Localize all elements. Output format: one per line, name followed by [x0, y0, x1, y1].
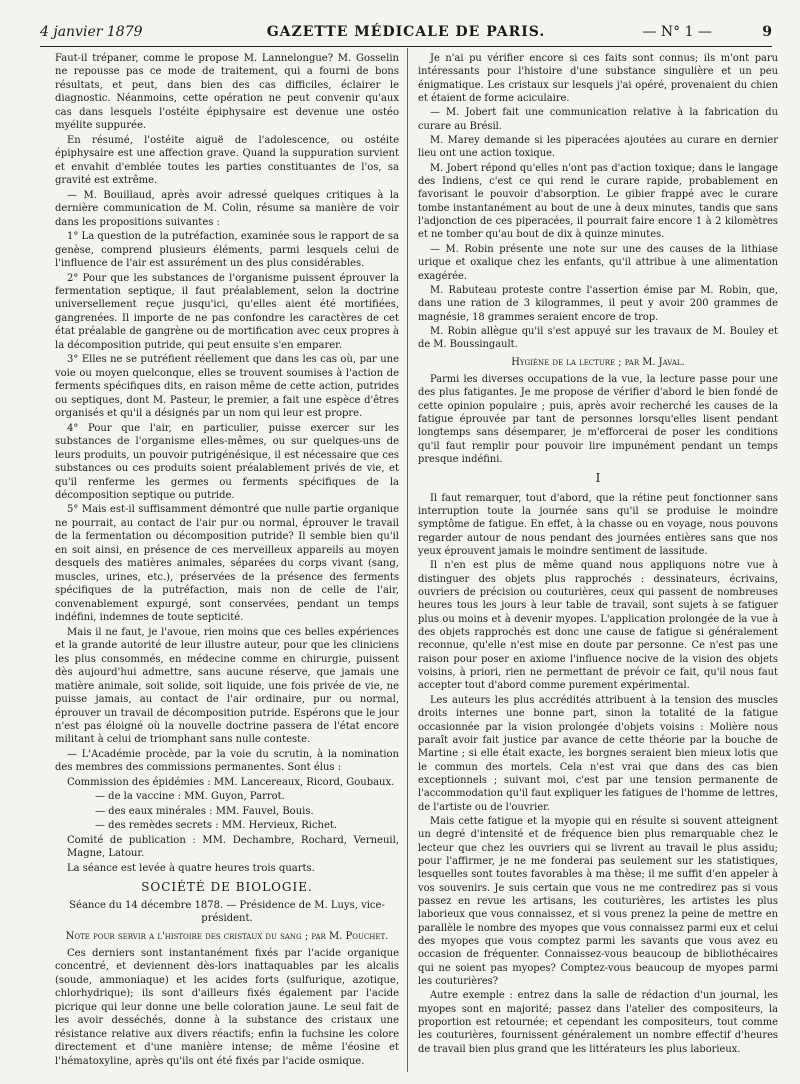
paragraph: M. Robin allègue qu'il s'est appuyé sur les travaux de M. Bouley et de M. Boussingault. — [418, 325, 778, 351]
paragraph: 4° Pour que l'air, en particulier, puisse exercer sur les substances de l'organisme elles-mêmes, ou sur quelques-uns de leurs produits, un pouvoir putrigénésique, il est nécessaire que ces substances ou ces produits soient préalablement privés de vie, et qu'il renferme les germes ou ferments spécifiques de la décomposition septique ou putride. — [55, 422, 399, 501]
section-title: SOCIÉTÉ DE BIOLOGIE. — [141, 880, 313, 895]
paragraph: — M. Robin présente une note sur une des causes de la lithiase urique et oxalique chez les enfants, qu'il attribue à une alimentation exagérée. — [418, 243, 778, 282]
section-number: I — [595, 471, 601, 486]
paragraph: Il faut remarquer, tout d'abord, que la rétine peut fonctionner sans interruption toute la journée sans qu'il se produise le moindre symptôme de fatigue. En effet, à la chasse ou en voyage, nous pouvons regarder autour de nous pendant des journées entières sans que nos yeux éprouvent jamais le moindre sentiment de lassitude. — [418, 492, 778, 558]
header-rule — [40, 46, 772, 47]
commission-line: — des eaux minérales : MM. Fauvel, Bouis. — [95, 805, 314, 817]
paragraph: 5° Mais est-il suffisamment démontré que nulle partie organique ne pourrait, au contact de l'air pur ou normal, éprouver le travail de la fermentation ou décomposition putride? Il semble bien qu'il en soit ainsi, en présence de ces merveilleux appareils au moyen desquels des matières animales, séparées du corps vivant (sang, muscles, urines, etc.), préservées de la présence des ferments spécifiques de la putréfaction, mais non de celle de l'air, convenablement expurgé, sont conservées, pendant un temps indéfini, indemnes de toute septicité. — [55, 504, 399, 624]
paragraph: Faut-il trépaner, comme le propose M. Lannelongue? M. Gosselin ne repousse pas ce mode de traitement, qui a fourni de bons résultats, et peut, dans bien des cas difficiles, éclairer le diagnostic. Néanmoins, cette opération ne peut convenir qu'aux cas dans lesquels l'ostéite épiphysaire est devenue une ostéo myélite suppurée. — [55, 53, 399, 132]
paragraph: En résumé, l'ostéite aiguë de l'adolescence, ou ostéite épiphysaire est une affection grave. Quand la suppuration survient et envahit d'emblée toutes les parties constituantes de l'os, sa gravité est extrême. — [55, 134, 399, 187]
paragraph: — M. Bouillaud, après avoir adressé quelques critiques à la dernière communication de M. Colin, résume sa manière de voir dans les propositions suivantes : — [55, 189, 399, 228]
issue-date: 4 janvier 1879 — [40, 24, 143, 40]
right-column — [418, 52, 778, 1057]
closing-line: La séance est levée à quatre heures trois quarts. — [67, 862, 315, 874]
paragraph: 1° La question de la putréfaction, examinée sous le rapport de sa genèse, comprend plusieurs éléments, parmi lesquels celui de l'influence de l'air est assurément un des plus considérables. — [55, 231, 399, 270]
article-title: Hygiène de la lecture ; par M. Javal. — [511, 356, 685, 368]
journal-title: GAZETTE MÉDICALE DE PARIS. — [266, 24, 546, 40]
page-number: 9 — [762, 24, 772, 40]
paragraph: — M. Jobert fait une communication relative à la fabrication du curare au Brésil. — [418, 107, 778, 132]
paragraph: Mais cette fatigue et la myopie qui en résulte si souvent atteignent un degré d'intensité et de fréquence bien plus remarquable chez le lecteur que chez les ouvriers qui se livrent au travail le plus assidu; pour l'affirmer, je ne me fonderai pas seulement sur les statistiques, lesquelles sont toutes favorables à ma thèse; il me suffit d'en appeler à vos souvenirs. Je suis certain que vous ne me contredirez pas si vous passez en revue les artisans, les couturières, les artistes les plus laborieux que vous connaissez, et si vous prenez la peine de mettre en parallèle le nombre des myopes que vous connaissez parmi eux et celui des myopes que vous comptez parmi les savants que vous avez eu occasion de fréquenter. Connaissez-vous beaucoup de bibliothécaires qui ne soient pas myopes? Comptez-vous beaucoup de myopes parmi les couturières? — [418, 815, 778, 988]
session-line: Séance du 14 décembre 1878. — Présidence de M. Luys, vice-président. — [69, 899, 385, 925]
paragraph: M. Rabuteau proteste contre l'assertion émise par M. Robin, que, dans une ration de 3 kilogrammes, il peut y avoir 200 grammes de magnésie, 18 grammes seraient encore de trop. — [418, 284, 778, 323]
paragraph: Je n'ai pu vérifier encore si ces faits sont connus; ils m'ont paru intéressants pour l'histoire d'une substance singulière et un peu énigmatique. Les cristaux sur lesquels j'ai opéré, provenaient du chien et étaient de forme aciculaire. — [418, 53, 778, 105]
paragraph: Ces derniers sont instantanément fixés par l'acide organique concentré, et deviennent dès-lors inattaquables par les alcalis (soude, ammoniaque) et les acides forts (sulfurique, azotique, chlorhydrique); ils sont d'ailleurs fixés également par l'acide picrique qui leur donne une belle coloration jaune. Le seul fait de les avoir desséchés, donne à la substance des cristaux une résistance relative aux divers réactifs; enfin la fuchsine les colore directement et d'une manière intense; de même l'éosine et l'hématoxyline, après qu'ils ont été fixés par l'acide osmique. — [55, 948, 399, 1067]
note-title: Note pour servir a l'histoire des cristaux du sang ; par M. Pouchet. — [65, 930, 389, 942]
paragraph: Parmi les diverses occupations de la vue, la lecture passe pour une des plus fatigantes. Je me propose de vérifier d'abord le bien fondé de cette opinion populaire ; puis, après avoir recherché les causes de la fatigue éprouvée par tant de personnes lorsqu'elles lisent pendant longtemps sans désemparer, je m'efforcerai de poser les conditions qu'il faut remplir pour pouvoir lire impunément pendant un temps presque indéfini. — [418, 373, 778, 465]
paragraph: M. Jobert répond qu'elles n'ont pas d'action toxique; dans le langage des Indiens, c'est ce qui rend le curare rapide, probablement en favorisant le pouvoir d'absorption. Le gibier frappé avec le curare tombe instantanément au bout de une à deux minutes, tandis que sans l'adjonction de ces piperacées, il pourrait faire encore 1 à 2 kilomètres et ne tomber qu'au bout de dix à quinze minutes. — [418, 162, 778, 241]
column-separator — [407, 48, 408, 1072]
issue-number: — N° 1 — — [642, 24, 712, 40]
commission-line: Comité de publication : MM. Dechambre, Rochard, Verneuil, Magne, Latour. — [67, 834, 399, 860]
paragraph: 2° Pour que les substances de l'organisme puissent éprouver la fermentation septique, il faut préalablement, selon la doctrine universellement reçue jusqu'ici, qu'elles aient été mortifiées, gangrenées. Il importe de ne pas confondre les caractères de cet état préalable de gangrène ou de mortification avec ceux propres à la décomposition putride, qui peut ensuite s'en emparer. — [55, 272, 399, 351]
commission-line: — des remèdes secrets : MM. Hervieux, Richet. — [95, 820, 338, 832]
paragraph: — L'Académie procède, par la voie du scrutin, à la nomination des membres des commissions permanentes. Sont élus : — [55, 748, 399, 774]
paragraph: Les auteurs les plus accrédités attribuent à la tension des muscles droits internes une bonne part, sinon la totalité de la fatigue occasionnée par la vision prolongée d'objets voisins : Molière nous paraît avoir fait justice par avance de cette théorie par la bouche de Martine ; si elle était exacte, les borgnes seraient bien mieux lotis que le commun des mortels. Cela n'est vrai que dans des cas bien exceptionnels ; suivant moi, c'est par une tension permanente de l'accommodation qu'il faut expliquer les fatigues de l'homme de lettres, de l'artiste ou de l'ouvrier. — [418, 694, 778, 813]
commission-line: — de la vaccine : MM. Guyon, Parrot. — [95, 791, 285, 803]
paragraph: 3° Elles ne se putréfient réellement que dans les cas où, par une voie ou moyen quelconque, elles se trouvent soumises à l'action de ferments spécifiques dits, en raison même de cette action, putrides ou septiques, dont M. Pasteur, le premier, a fait une espèce d'êtres organisés et qu'il a désignés par un nom qui leur est propre. — [55, 354, 399, 420]
page-header — [40, 24, 772, 46]
paragraph: Il n'en est plus de même quand nous appliquons notre vue à distinguer des objets plus rapprochés : dessinateurs, écrivains, ouvriers de précision ou couturières, ceux qui passent de nombreuses heures tous les jours à leur table de travail, sont sujets à se fatiguer plus ou moins et à devenir myopes. L'application prolongée de la vue à des objets rapprochés est donc une cause de fatigue si généralement reconnue, qu'elle n'est mise en doute par personne. Ce n'est pas une raison pour poser en axiome l'influence nocive de la vision des objets voisins, à priori, rien ne permettant de prévoir ce fait, qu'il nous faut accepter tout d'abord comme purement expérimental. — [418, 560, 778, 692]
commission-line: Commission des épidémies : MM. Lancereaux, Ricord, Goubaux. — [67, 776, 395, 788]
left-column — [55, 52, 399, 1069]
paragraph: Mais il ne faut, je l'avoue, rien moins que ces belles expériences et la grande autorité de leur illustre auteur, pour que les cliniciens les plus consommés, en médecine comme en chirurgie, puissent dès aujourd'hui admettre, sans aucune réserve, que jamais une matière animale, soit solide, soit liquide, une fois privée de vie, ne puisse jamais, au contact de l'air ordinaire, pur ou normal, éprouver un travail de décomposition putride. Espérons que le jour n'est pas éloigné où la nouvelle doctrine passera de l'état encore militant à celui de triomphant sans nulle conteste. — [55, 626, 399, 746]
paragraph: M. Marey demande si les piperacées ajoutées au curare en dernier lieu ont une action toxique. — [418, 135, 778, 160]
paragraph: Autre exemple : entrez dans la salle de rédaction d'un journal, les myopes sont en majorité; passez dans l'atelier des compositeurs, la proportion est retournée; et cependant les compositeurs, tout comme les couturières, fournissent généralement un nombre effectif d'heures de travail bien plus grand que les littérateurs les plus laborieux. — [418, 990, 778, 1055]
